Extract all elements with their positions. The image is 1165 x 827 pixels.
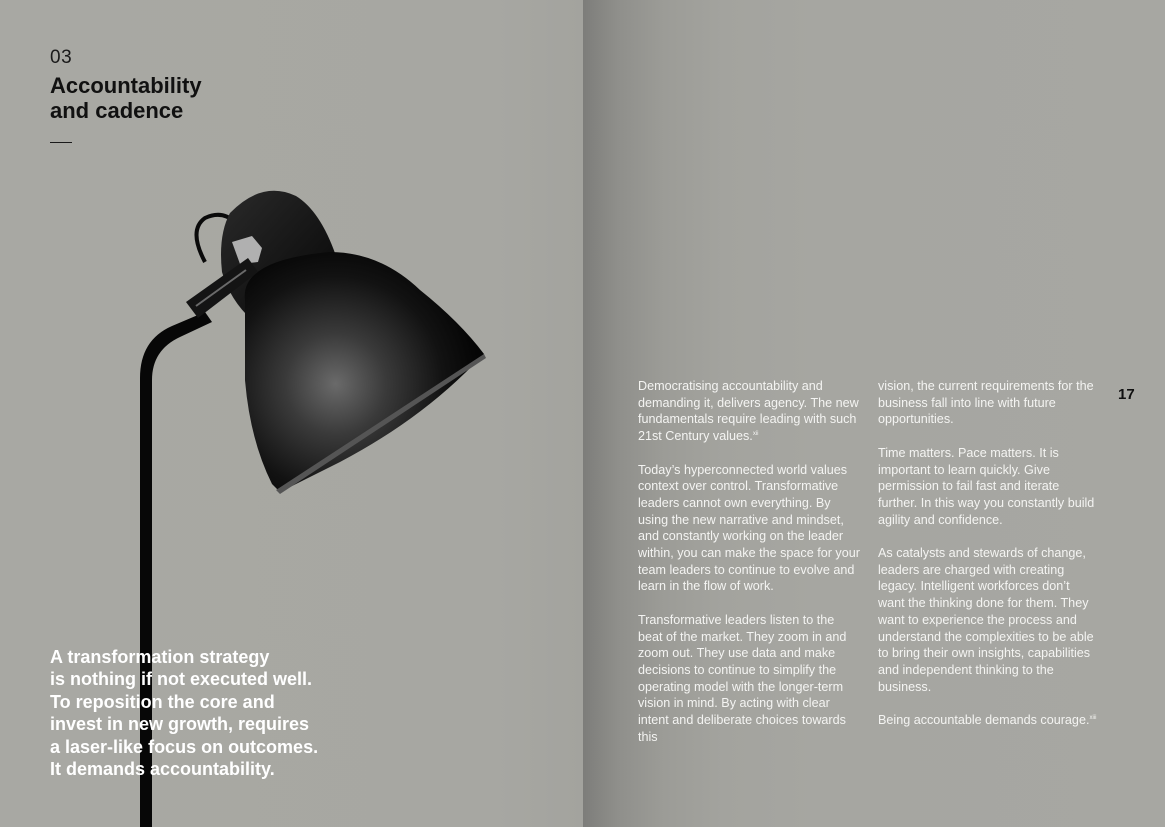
pull-quote-line: To reposition the core and	[50, 691, 275, 712]
pull-quote-line: It demands accountability.	[50, 759, 275, 780]
section-title	[50, 73, 350, 123]
footnote-ref: xii	[752, 430, 759, 437]
title-rule	[50, 142, 72, 143]
body-paragraph	[638, 378, 862, 445]
pull-quote-line: is nothing if not executed well.	[50, 669, 313, 690]
section-number: 03	[50, 47, 73, 68]
pull-quote-line: a laser-like focus on outcomes.	[50, 736, 319, 757]
body-paragraph	[878, 712, 1098, 729]
body-column-2	[878, 378, 1098, 745]
body-paragraph: vision, the current requirements for the business fall into line with future opportunities.	[878, 379, 1094, 427]
section-title-line-1: Accountability	[50, 73, 202, 98]
body-column-1	[638, 378, 862, 762]
body-paragraph: As catalysts and stewards of change, leaders are charged with creating legacy. Intelligent workforces don’t want the thinking done for them. They want to experience the process and understand the complexities to be able to bring their own insights, capabilities and independent thinking to the business.	[878, 546, 1094, 694]
body-paragraph: Time matters. Pace matters. It is important to learn quickly. Give permission to fail fast and iterate further. In this way you constantly build agility and confidence.	[878, 445, 1095, 527]
page-number: 17	[1118, 386, 1135, 403]
body-paragraph: Transformative leaders listen to the beat of the market. They zoom in and zoom out. They use data and make decisions to continue to simplify the operating model with the longer-term vision in mind. By acting with clear intent and deliberate choices towards this	[638, 612, 847, 744]
paragraph-text: Being accountable demands courage.	[878, 713, 1090, 728]
body-paragraph: Today’s hyperconnected world values context over control. Transformative leaders cannot own everything. By using the new narrative and mindset, and constantly working on the leader within, you can make the space for your team leaders to continue to evolve and learn in the flow of work.	[638, 462, 860, 594]
pull-quote-line: invest in new growth, requires	[50, 714, 310, 735]
footnote-ref: xiii	[1089, 714, 1097, 721]
pull-quote-line: A transformation strategy	[50, 647, 270, 667]
pull-quote	[50, 646, 380, 780]
section-title-line-2: and cadence	[50, 98, 184, 123]
paragraph-text: Democratising accountability and demanding it, delivers agency. The new fundamentals require leading with such 21st Century values.	[638, 379, 859, 444]
